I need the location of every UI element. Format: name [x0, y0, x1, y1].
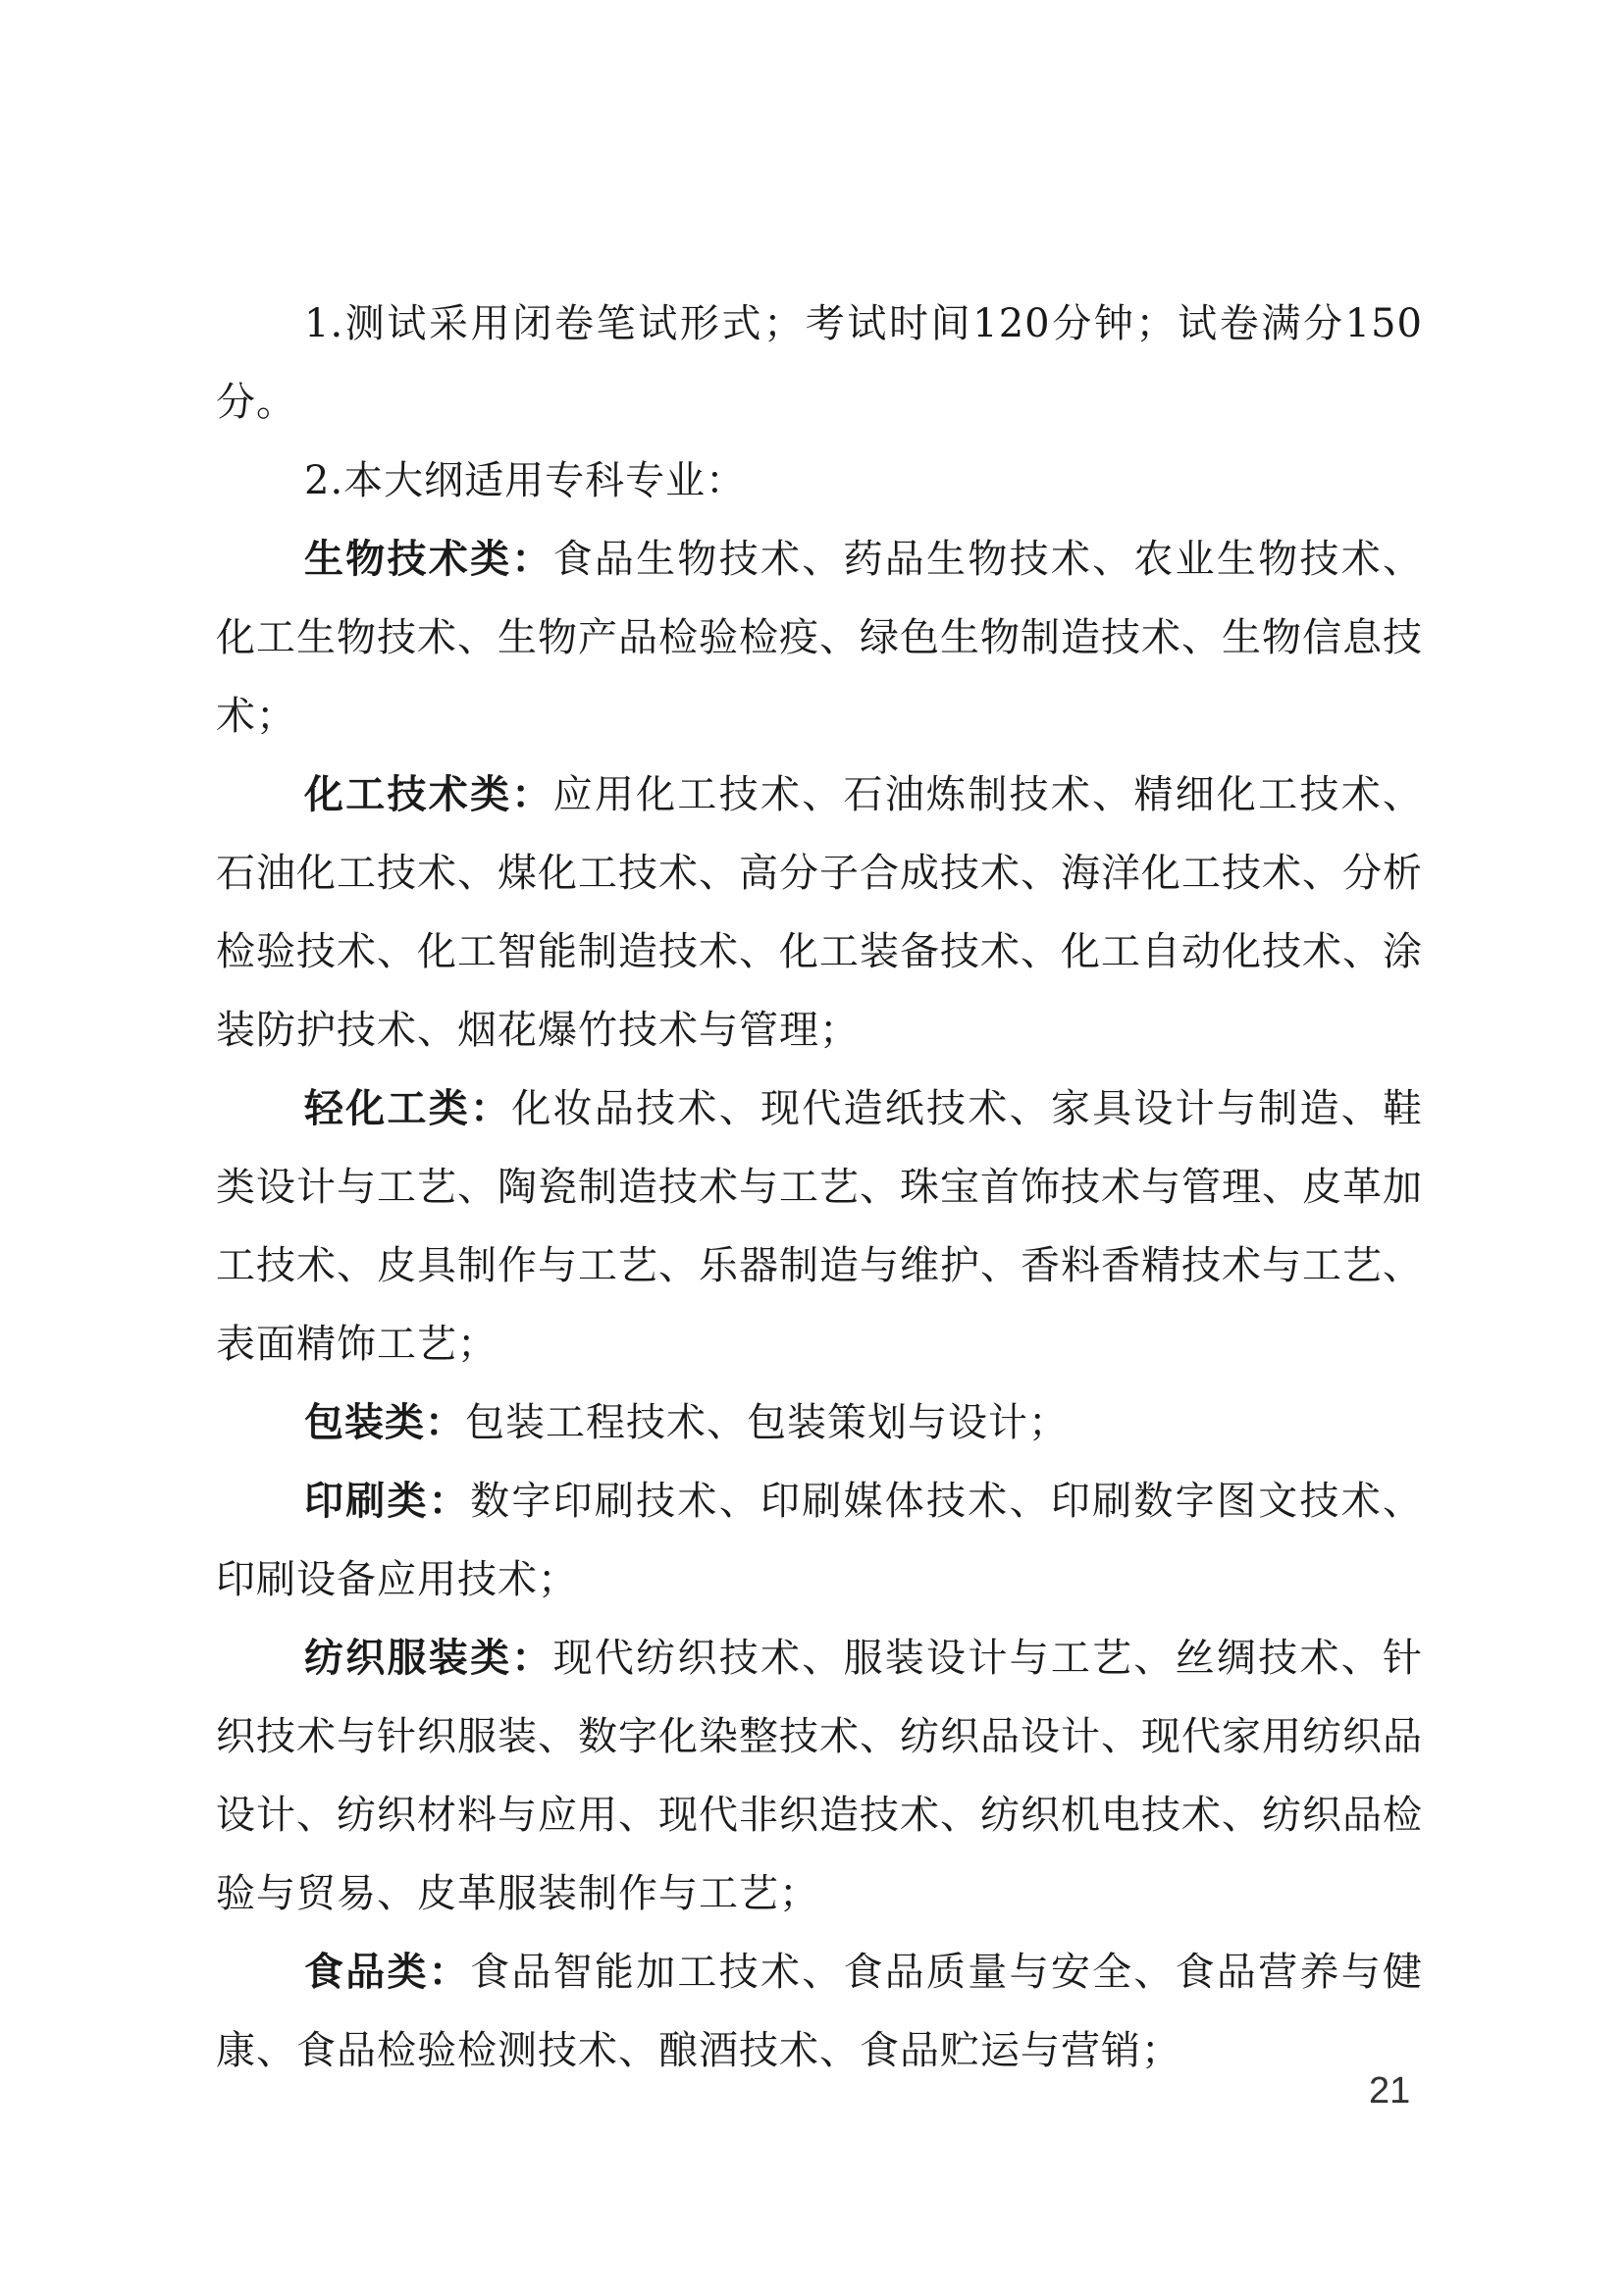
category-heading: 生物技术类：: [304, 537, 553, 582]
paragraph-light-chemical: [216, 1069, 1423, 1383]
paragraph-packaging: [216, 1383, 1423, 1462]
category-heading: 纺织服装类：: [304, 1636, 553, 1681]
category-heading: 包装类：: [304, 1400, 465, 1445]
paragraph-biotech: [216, 520, 1423, 756]
paragraph-text: 1.测试采用闭卷笔试形式；考试时间120分钟；试卷满分150分。: [216, 301, 1423, 425]
paragraph-text: 化妆品技术、现代造纸技术、家具设计与制造、鞋类设计与工艺、陶瓷制造技术与工艺、珠宝首饰技术与管理、皮革加工技术、皮具制作与工艺、乐器制造与维护、香料香精技术与工艺、表面精饰工艺；: [216, 1086, 1424, 1367]
paragraph-food: [216, 1933, 1423, 2090]
category-heading: 化工技术类：: [304, 772, 553, 817]
paragraph-chemical: [216, 756, 1423, 1069]
paragraph-text: 食品智能加工技术、食品质量与安全、食品营养与健康、食品检验检测技术、酿酒技术、食品贮运与营销；: [216, 1950, 1424, 2073]
category-heading: 食品类：: [304, 1950, 471, 1995]
paragraph-printing: [216, 1462, 1423, 1619]
paragraph-text: 现代纺织技术、服装设计与工艺、丝绸技术、针织技术与针织服装、数字化染整技术、纺织品设计、现代家用纺织品设计、纺织材料与应用、现代非织造技术、纺织机电技术、纺织品检验与贸易、皮革服装制作与工艺；: [216, 1636, 1424, 1916]
paragraph-text: 包装工程技术、包装策划与设计；: [465, 1400, 1069, 1445]
paragraph-textile: [216, 1619, 1423, 1933]
paragraph-text: 食品生物技术、药品生物技术、农业生物技术、化工生物技术、生物产品检验检疫、绿色生物制造技术、生物信息技术；: [216, 537, 1424, 739]
paragraph-exam-format: [216, 285, 1423, 442]
paragraph-text: 应用化工技术、石油炼制技术、精细化工技术、石油化工技术、煤化工技术、高分子合成技术、海洋化工技术、分析检验技术、化工智能制造技术、化工装备技术、化工自动化技术、涂装防护技术、烟花爆竹技术与管理；: [216, 772, 1424, 1053]
category-heading: 印刷类：: [304, 1479, 471, 1524]
category-heading: 轻化工类：: [304, 1086, 512, 1131]
page-number: 21: [1369, 2070, 1411, 2112]
document-body: [216, 285, 1423, 2090]
paragraph-text: 数字印刷技术、印刷媒体技术、印刷数字图文技术、印刷设备应用技术；: [216, 1479, 1424, 1602]
paragraph-applicable-majors: [216, 442, 1423, 520]
paragraph-text: 2.本大纲适用专科专业：: [304, 458, 747, 503]
